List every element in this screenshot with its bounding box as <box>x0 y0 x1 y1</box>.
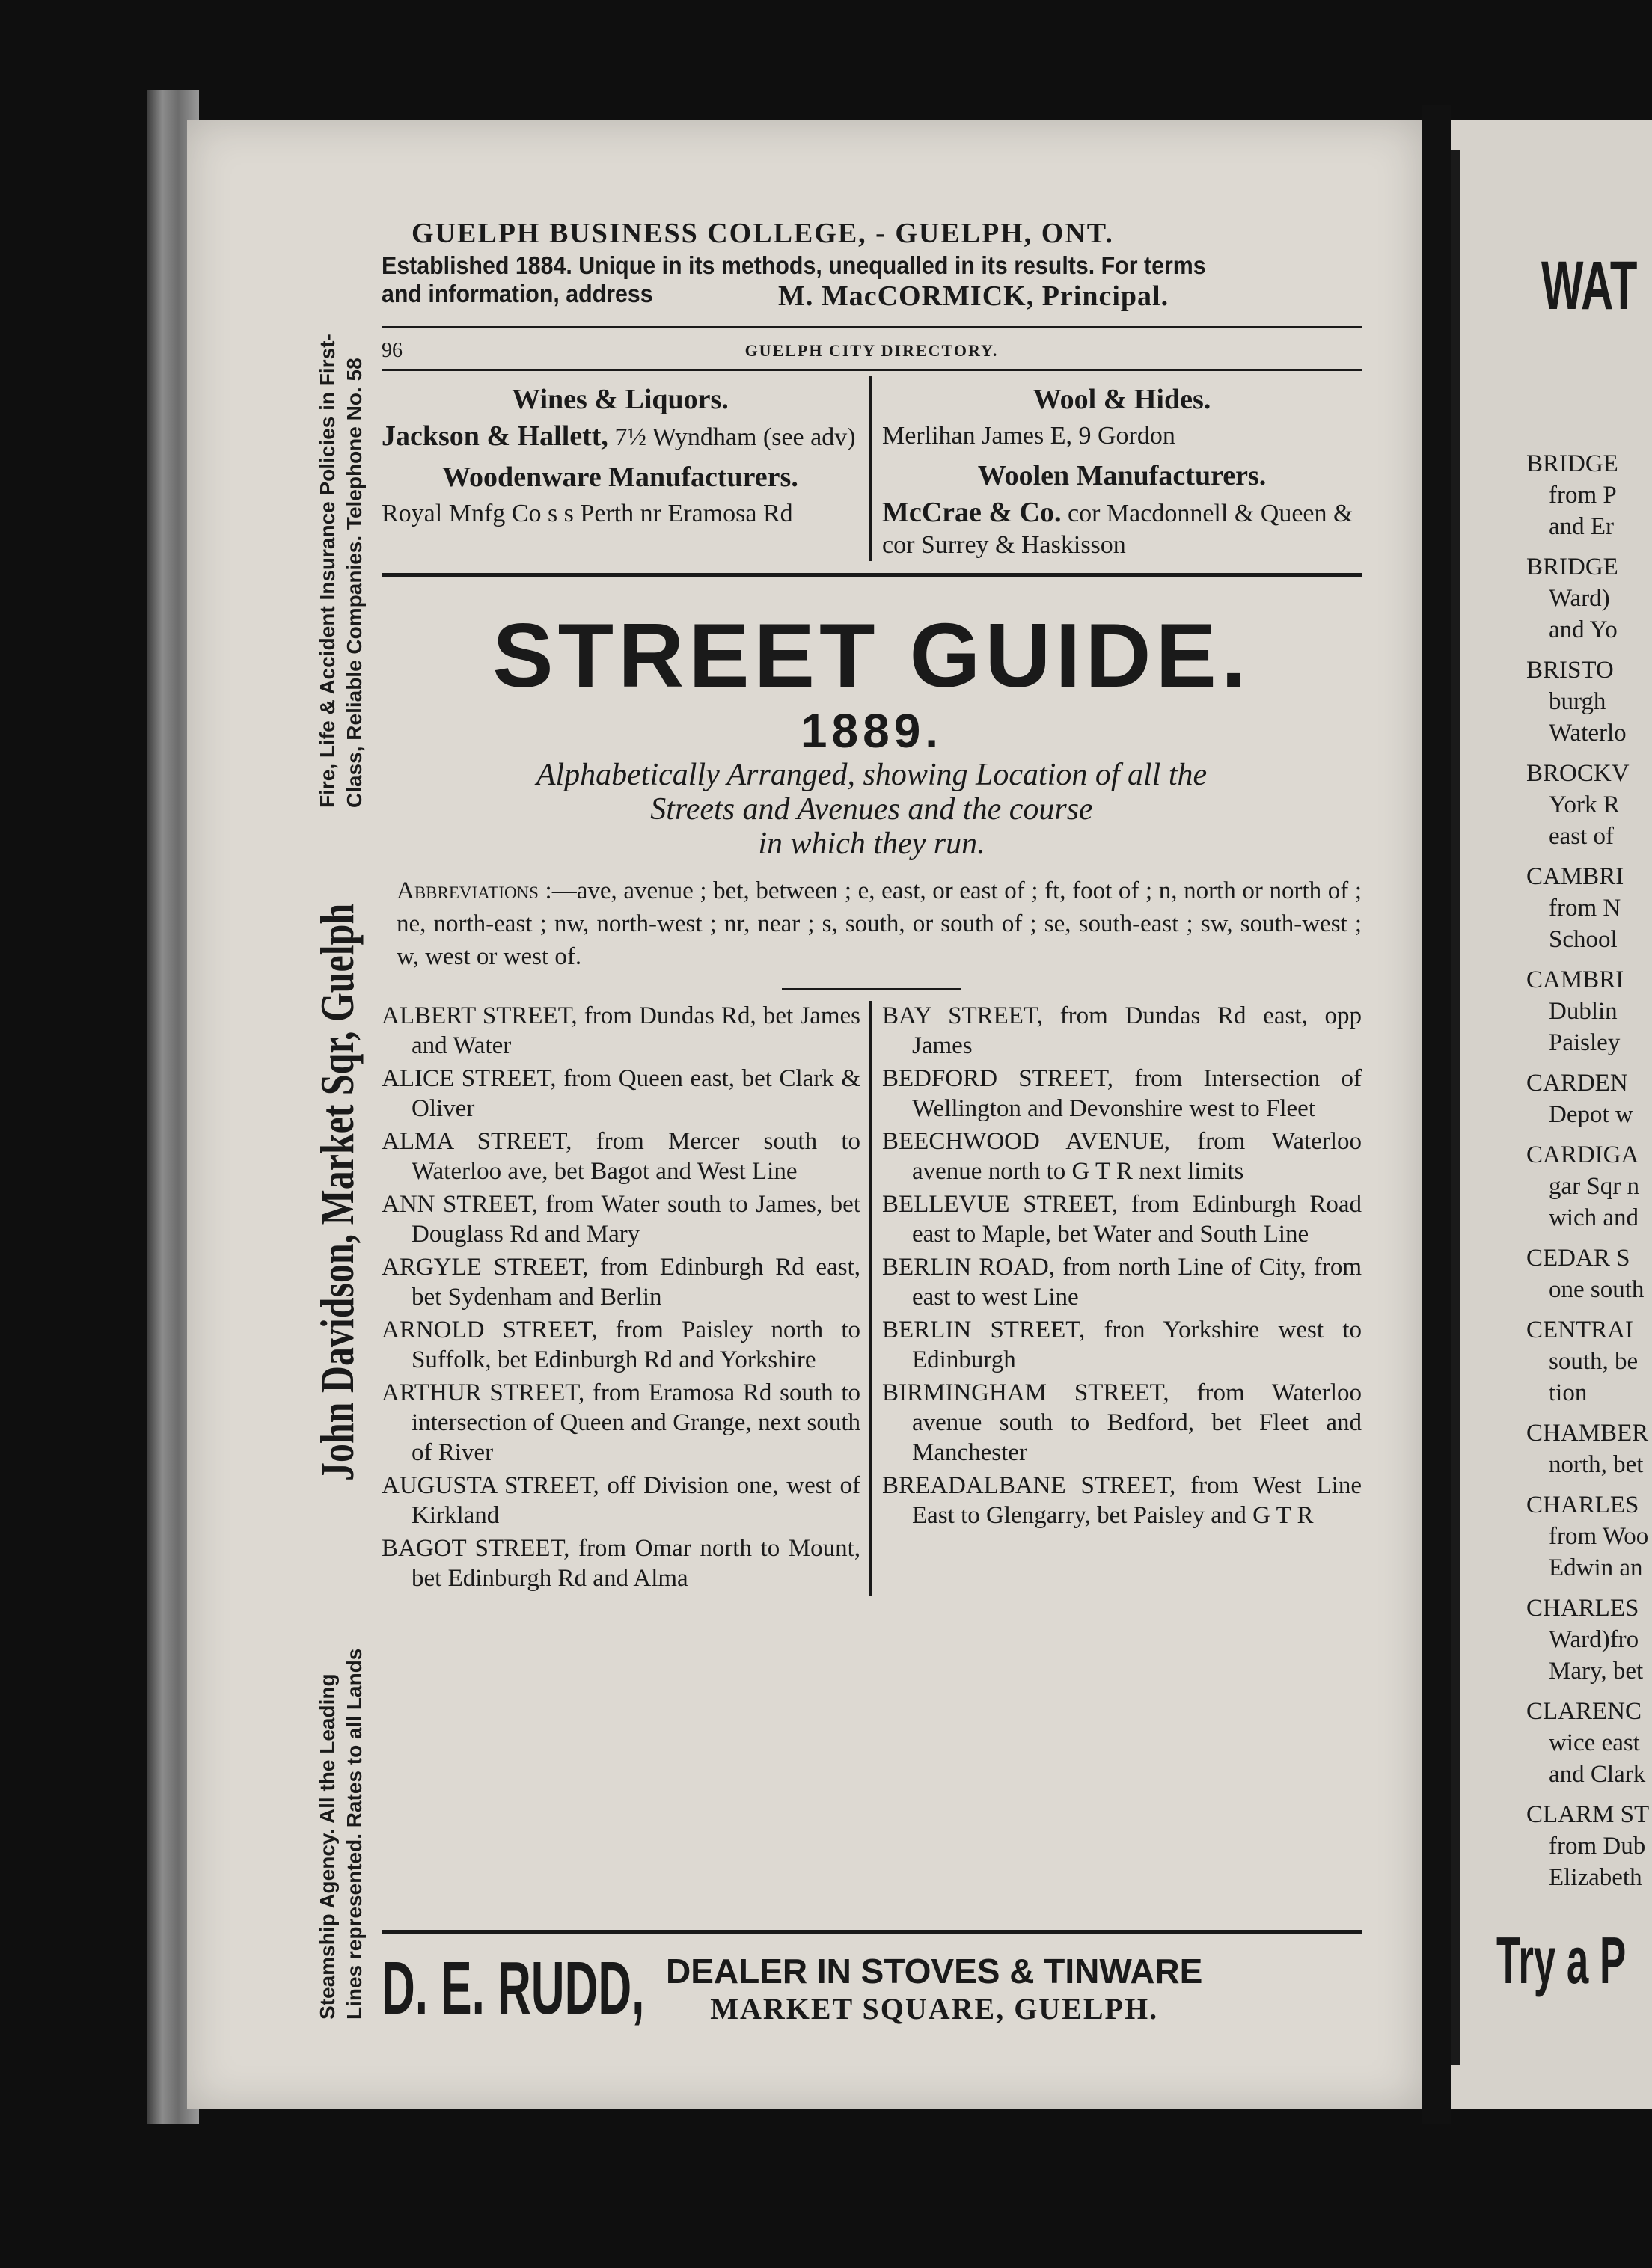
next-page-header: WAT <box>1541 248 1638 324</box>
next-page-item: CENTRAI <box>1526 1317 1633 1343</box>
street-entry: ARTHUR STREET, from Eramosa Rd south to intersection of Queen and Grange, next south of River <box>382 1379 860 1466</box>
classified-right-column <box>872 376 1362 561</box>
street-entry: BERLIN STREET, fron Yorkshire west to Edinburgh <box>882 1317 1362 1373</box>
next-page-item: Waterlo <box>1549 720 1627 747</box>
next-page-fragment <box>1451 120 1652 2109</box>
business-entry: Merlihan James E, 9 Gordon <box>882 422 1175 450</box>
next-page-item: York R <box>1549 791 1620 818</box>
rudd-tagline: DEALER IN STOVES & TINWARE <box>666 1952 1203 1990</box>
street-entry: BEECHWOOD AVENUE, from Waterloo avenue north to G T R next limits <box>882 1128 1362 1185</box>
header-rule-bottom <box>382 369 1362 371</box>
next-page-item: wice east <box>1549 1729 1640 1756</box>
next-page-item: from Dub <box>1549 1833 1646 1860</box>
street-entry: AUGUSTA STREET, off Division one, west of Kirkland <box>382 1472 860 1529</box>
book-gutter <box>1422 105 1451 2124</box>
street-entry: BERLIN ROAD, from north Line of City, from east to west Line <box>882 1254 1362 1311</box>
next-page-item: and Clark <box>1549 1761 1646 1788</box>
next-page-item: CLARENC <box>1526 1698 1642 1725</box>
side-ad-steamship: Steamship Agency. All the Leading Lines represented. Rates to all Lands <box>316 1648 366 2020</box>
next-page-item: tion <box>1549 1379 1588 1406</box>
category-heading: Wool & Hides. <box>1032 384 1211 415</box>
next-page-item: Ward)fro <box>1549 1626 1639 1653</box>
next-page-item: CEDAR S <box>1526 1245 1630 1272</box>
street-guide-subtitle-1: Alphabetically Arranged, showing Location of all the <box>536 758 1208 792</box>
street-column-left <box>382 1001 872 1596</box>
next-page-item: and Er <box>1549 513 1615 540</box>
college-description: Established 1884. Unique in its methods, unequalled in its results. For terms <box>382 251 1206 279</box>
short-divider <box>782 988 961 990</box>
college-address-label: and information, address <box>382 280 653 307</box>
street-guide-subtitle-3: in which they run. <box>758 827 985 861</box>
next-page-item: CHAMBER <box>1526 1420 1649 1447</box>
next-page-item: BROCKV <box>1526 760 1630 787</box>
street-entry: BAGOT STREET, from Omar north to Mount, bet Edinburgh Rd and Alma <box>382 1535 860 1592</box>
directory-title: GUELPH CITY DIRECTORY. <box>744 341 999 360</box>
side-ad-insurance: Fire, Life & Accident Insurance Policies in First- Class, Reliable Companies. Telephone No. 58 <box>316 334 366 808</box>
next-page-item: CAMBRI <box>1526 863 1624 890</box>
header-rule-top <box>382 326 1362 328</box>
next-page-item: Mary, bet <box>1549 1658 1644 1685</box>
abbreviations-note <box>382 874 1362 973</box>
next-page-item: Edwin an <box>1549 1554 1643 1581</box>
category-heading: Woolen Manufacturers. <box>977 460 1267 491</box>
next-page-item: School <box>1549 926 1618 953</box>
next-page-item: from P <box>1549 482 1617 509</box>
street-entry: ARNOLD STREET, from Paisley north to Suffolk, bet Edinburgh Rd and Yorkshire <box>382 1317 860 1373</box>
next-page-item: from N <box>1549 895 1621 922</box>
rudd-address: MARKET SQUARE, GUELPH. <box>710 1992 1159 2026</box>
abbreviations-label: Abbreviations <box>397 877 539 904</box>
next-page-item: BRIDGE <box>1526 450 1618 477</box>
running-header <box>382 333 1362 369</box>
next-page-footer: Try a P <box>1496 1923 1627 1997</box>
business-entry: McCrae & Co. cor Macdonnell & Queen & cor Surrey & Haskisson <box>882 497 1353 559</box>
rudd-advertisement <box>382 1930 1362 2032</box>
next-page-item: Elizabeth <box>1549 1864 1642 1891</box>
rudd-name: D. E. RUDD, <box>382 1946 645 2030</box>
street-listing <box>382 1001 1362 1596</box>
next-page-item: gar Sqr n <box>1549 1173 1639 1200</box>
classified-left-column <box>382 376 872 561</box>
street-entry: ALBERT STREET, from Dundas Rd, bet James and Water <box>382 1002 860 1059</box>
next-page-item: from Woo <box>1549 1523 1649 1550</box>
street-entry: ALMA STREET, from Mercer south to Waterloo ave, bet Bagot and West Line <box>382 1128 860 1185</box>
page-content <box>382 217 1362 2030</box>
business-entry: Royal Mnfg Co s s Perth nr Eramosa Rd <box>382 500 793 527</box>
college-title: GUELPH BUSINESS COLLEGE, - GUELPH, ONT. <box>412 218 1114 249</box>
next-page-item: CLARM ST <box>1526 1801 1650 1828</box>
bottom-ad-rule <box>382 1930 1362 1934</box>
street-entry: BIRMINGHAM STREET, from Waterloo avenue south to Bedford, bet Fleet and Manchester <box>882 1379 1362 1466</box>
next-page-rule <box>1451 150 1460 2065</box>
next-page-item: BRISTO <box>1526 657 1614 684</box>
next-page-item: CARDIGA <box>1526 1141 1639 1168</box>
street-column-right <box>872 1001 1362 1596</box>
category-heading: Woodenware Manufacturers. <box>442 462 798 493</box>
next-page-item: east of <box>1549 823 1615 850</box>
next-page-item: burgh <box>1549 688 1606 715</box>
street-guide-title: STREET GUIDE. <box>492 604 1251 706</box>
next-page-item: wich and <box>1549 1204 1639 1231</box>
street-entry: BREADALBANE STREET, from West Line East to Glengarry, bet Paisley and G T R <box>882 1472 1362 1529</box>
next-page-item: CARDEN <box>1526 1070 1628 1097</box>
section-rule <box>382 573 1362 577</box>
next-page-item: and Yo <box>1549 616 1618 643</box>
next-page-item: CHARLES <box>1526 1595 1639 1622</box>
street-entry: ARGYLE STREET, from Edinburgh Rd east, bet Sydenham and Berlin <box>382 1254 860 1311</box>
side-ad-davidson: John Davidson, Market Sqr, Guelph <box>310 903 364 1481</box>
classified-listings <box>382 376 1362 561</box>
abbreviations-text: :—ave, avenue ; bet, between ; e, east, or east of ; ft, foot of ; n, north or north of ; ne, north-east ; nw, north-west ; nr, near ; s, south, or south of ; se, south-east ; sw, south-west ; w, west or west of. <box>397 877 1362 970</box>
business-entry: Jackson & Hallett, 7½ Wyndham (see adv) <box>382 420 856 452</box>
college-principal: M. MacCORMICK, Principal. <box>778 281 1169 312</box>
college-ad <box>382 217 1362 313</box>
next-page-item: one south <box>1549 1276 1645 1303</box>
next-page-item: north, bet <box>1549 1451 1644 1478</box>
next-page-item: BRIDGE <box>1526 554 1618 580</box>
next-page-item: Paisley <box>1549 1029 1621 1056</box>
street-guide-subtitle-2: Streets and Avenues and the course <box>650 792 1093 827</box>
next-page-item: Ward) <box>1549 585 1610 612</box>
street-entry: BAY STREET, from Dundas Rd east, opp James <box>882 1002 1362 1059</box>
next-page-item: Dublin <box>1549 998 1618 1025</box>
next-page-item: Depot w <box>1549 1101 1633 1128</box>
next-page-item: CAMBRI <box>1526 966 1624 993</box>
street-entry: ANN STREET, from Water south to James, bet Douglass Rd and Mary <box>382 1191 860 1248</box>
category-heading: Wines & Liquors. <box>512 384 729 415</box>
street-entry: ALICE STREET, from Queen east, bet Clark & Oliver <box>382 1065 860 1122</box>
next-page-item: south, be <box>1549 1348 1639 1375</box>
page-number: 96 <box>382 339 403 362</box>
street-entry: BELLEVUE STREET, from Edinburgh Road east to Maple, bet Water and South Line <box>882 1191 1362 1248</box>
street-guide-year: 1889. <box>800 704 943 758</box>
next-page-item: CHARLES <box>1526 1492 1639 1518</box>
street-entry: BEDFORD STREET, from Intersection of Wellington and Devonshire west to Fleet <box>882 1065 1362 1122</box>
